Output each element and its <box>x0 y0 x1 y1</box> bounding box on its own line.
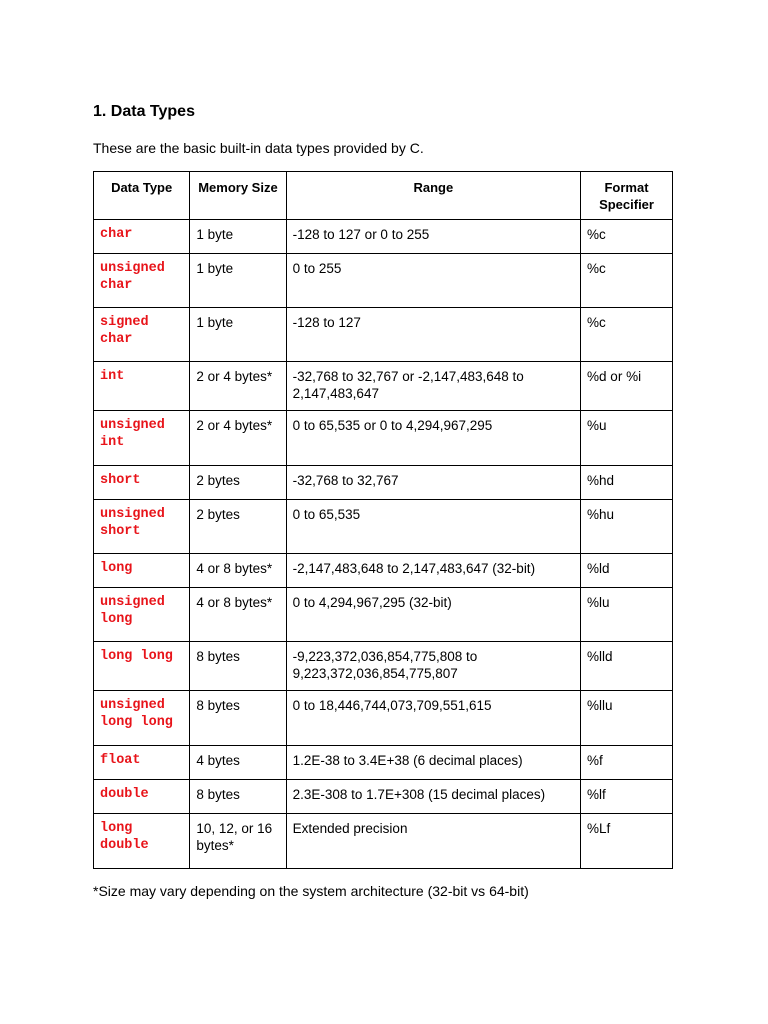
cell-range: -32,768 to 32,767 or -2,147,483,648 to 2,147,483,647 <box>286 362 580 411</box>
intro-text: These are the basic built-in data types provided by C. <box>93 140 424 156</box>
cell-memory-size: 4 bytes <box>190 746 286 780</box>
cell-format-specifier: %u <box>581 411 673 466</box>
header-range: Range <box>286 172 580 220</box>
table-row <box>94 466 673 500</box>
cell-data-type: char <box>94 220 190 254</box>
cell-data-type: double <box>94 780 190 814</box>
table-row <box>94 814 673 869</box>
cell-data-type: unsigned long long <box>94 691 190 746</box>
table-row <box>94 554 673 588</box>
cell-format-specifier: %lld <box>581 642 673 691</box>
cell-range: 2.3E-308 to 1.7E+308 (15 decimal places) <box>286 780 580 814</box>
cell-data-type: float <box>94 746 190 780</box>
cell-data-type: long <box>94 554 190 588</box>
data-types-table <box>93 171 673 869</box>
cell-format-specifier: %lu <box>581 588 673 642</box>
cell-format-specifier: %c <box>581 254 673 308</box>
header-memory-size: Memory Size <box>190 172 286 220</box>
cell-format-specifier: %hu <box>581 500 673 554</box>
cell-range: -32,768 to 32,767 <box>286 466 580 500</box>
cell-format-specifier: %llu <box>581 691 673 746</box>
cell-range: -128 to 127 or 0 to 255 <box>286 220 580 254</box>
table-row <box>94 780 673 814</box>
cell-data-type: unsigned char <box>94 254 190 308</box>
cell-range: Extended precision <box>286 814 580 869</box>
cell-format-specifier: %ld <box>581 554 673 588</box>
cell-format-specifier: %d or %i <box>581 362 673 411</box>
cell-range: 0 to 65,535 <box>286 500 580 554</box>
cell-range: 1.2E-38 to 3.4E+38 (6 decimal places) <box>286 746 580 780</box>
cell-memory-size: 2 or 4 bytes* <box>190 411 286 466</box>
cell-memory-size: 8 bytes <box>190 780 286 814</box>
header-data-type: Data Type <box>94 172 190 220</box>
table-row <box>94 254 673 308</box>
cell-format-specifier: %f <box>581 746 673 780</box>
table-row <box>94 308 673 362</box>
table-row <box>94 411 673 466</box>
cell-memory-size: 10, 12, or 16 bytes* <box>190 814 286 869</box>
header-format-specifier: Format Specifier <box>581 172 673 220</box>
table-row <box>94 362 673 411</box>
cell-memory-size: 2 or 4 bytes* <box>190 362 286 411</box>
cell-memory-size: 8 bytes <box>190 642 286 691</box>
cell-data-type: long double <box>94 814 190 869</box>
table-row <box>94 588 673 642</box>
footnote: *Size may vary depending on the system architecture (32-bit vs 64-bit) <box>93 883 529 899</box>
cell-data-type: short <box>94 466 190 500</box>
cell-range: 0 to 18,446,744,073,709,551,615 <box>286 691 580 746</box>
cell-memory-size: 1 byte <box>190 220 286 254</box>
cell-data-type: unsigned long <box>94 588 190 642</box>
cell-format-specifier: %hd <box>581 466 673 500</box>
cell-memory-size: 2 bytes <box>190 466 286 500</box>
table-row <box>94 746 673 780</box>
cell-range: 0 to 255 <box>286 254 580 308</box>
cell-data-type: signed char <box>94 308 190 362</box>
table-row <box>94 500 673 554</box>
cell-memory-size: 1 byte <box>190 254 286 308</box>
cell-format-specifier: %lf <box>581 780 673 814</box>
cell-data-type: long long <box>94 642 190 691</box>
cell-format-specifier: %c <box>581 308 673 362</box>
table-header-row <box>94 172 673 220</box>
cell-format-specifier: %Lf <box>581 814 673 869</box>
cell-memory-size: 8 bytes <box>190 691 286 746</box>
cell-range: 0 to 65,535 or 0 to 4,294,967,295 <box>286 411 580 466</box>
cell-data-type: unsigned short <box>94 500 190 554</box>
cell-range: -2,147,483,648 to 2,147,483,647 (32-bit) <box>286 554 580 588</box>
cell-data-type: int <box>94 362 190 411</box>
cell-data-type: unsigned int <box>94 411 190 466</box>
table-row <box>94 642 673 691</box>
cell-memory-size: 2 bytes <box>190 500 286 554</box>
cell-range: -128 to 127 <box>286 308 580 362</box>
cell-range: -9,223,372,036,854,775,808 to 9,223,372,036,854,775,807 <box>286 642 580 691</box>
table-row <box>94 220 673 254</box>
section-heading: 1. Data Types <box>93 103 195 120</box>
cell-memory-size: 4 or 8 bytes* <box>190 588 286 642</box>
cell-format-specifier: %c <box>581 220 673 254</box>
cell-memory-size: 4 or 8 bytes* <box>190 554 286 588</box>
cell-range: 0 to 4,294,967,295 (32-bit) <box>286 588 580 642</box>
table-row <box>94 691 673 746</box>
cell-memory-size: 1 byte <box>190 308 286 362</box>
